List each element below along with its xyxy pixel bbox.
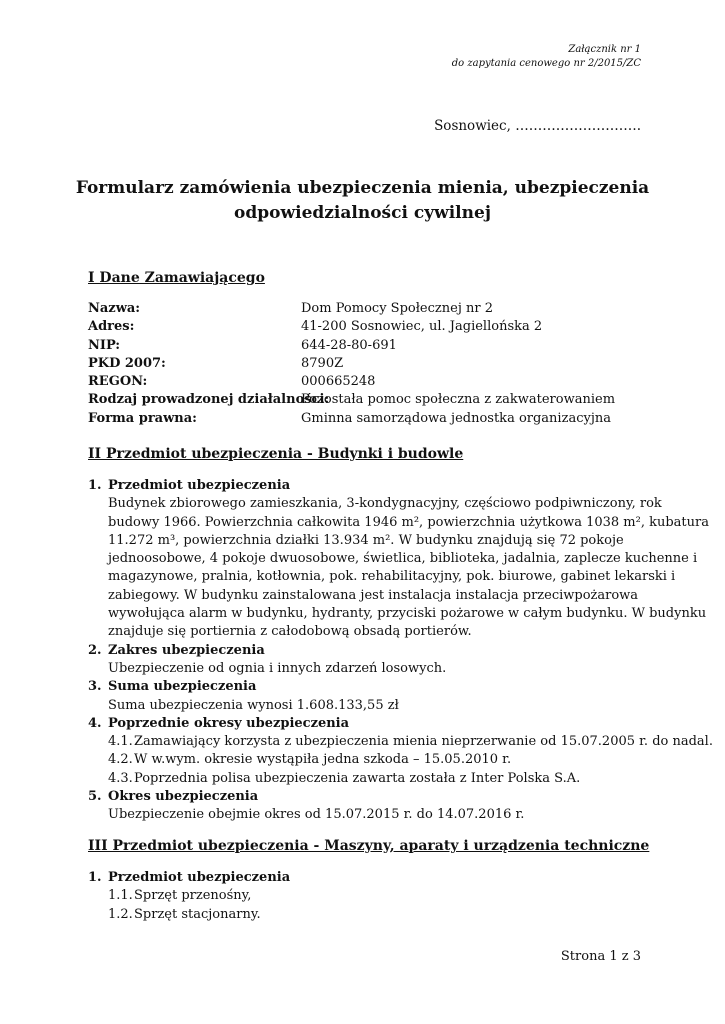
info-row: [88, 391, 648, 409]
list-item: [88, 678, 648, 715]
sub-item: [108, 906, 648, 924]
section2-heading: II Przedmiot ubezpieczenia - Budynki i budowle: [88, 446, 464, 462]
document-title: [0, 176, 725, 226]
sub-item-number: 1.1.: [108, 888, 133, 904]
info-value: Dom Pomocy Społecznej nr 2: [301, 301, 493, 316]
info-label: REGON:: [88, 374, 148, 390]
item-number: 5.: [88, 789, 102, 805]
section1-heading: I Dane Zamawiającego: [88, 270, 265, 286]
info-value: Pozostała pomoc społeczna z zakwaterowaniem: [301, 392, 616, 408]
info-label: Adres:: [88, 319, 135, 335]
list-item: [88, 715, 713, 788]
info-value: 8790Z: [301, 355, 344, 371]
list-item: [88, 869, 648, 924]
item-heading: Przedmiot ubezpieczenia: [108, 478, 291, 493]
item-number: 4.: [88, 715, 102, 731]
item-text-line: znajduje się portiernia z całodobową obsadą portierów.: [108, 624, 472, 640]
annex-line2: do zapytania cenowego nr 2/2015/ZC: [451, 58, 641, 69]
info-value: 644-28-80-691: [301, 337, 397, 353]
item-number: 1.: [88, 478, 102, 493]
item-number: 1.: [88, 870, 102, 885]
sub-item-text: Zamawiający korzysta z ubezpieczenia mienia nieprzerwanie od 15.07.2005 r. do nadal.: [134, 734, 713, 750]
info-value: 000665248: [301, 374, 376, 390]
list-item: [88, 477, 709, 642]
sub-item: [108, 887, 648, 905]
info-row: [88, 373, 648, 391]
info-row: [88, 300, 648, 318]
item-text-line: magazynowe, pralnia, kotłownia, pok. rehabilitacyjny, pok. biurowe, gabinet lekarski i: [108, 569, 676, 585]
item-heading: Poprzednie okresy ubezpieczenia: [108, 715, 350, 731]
item-text-line: 11.272 m³, powierzchnia działki 13.934 m². W budynku znajdują się 72 pokoje: [108, 532, 624, 548]
page-number: Strona 1 z 3: [560, 949, 641, 964]
sub-item-text: W w.wym. okresie wystąpiła jedna szkoda – 15.05.2010 r.: [134, 752, 512, 768]
sub-item-text: Poprzednia polisa ubezpieczenia zawarta została z Inter Polska S.A.: [134, 770, 581, 786]
item-heading: Suma ubezpieczenia: [108, 679, 257, 695]
item-text-line: jednoosobowe, 4 pokoje dwuosobowe, świetlica, biblioteka, jadalnia, zaplecze kuchenne i: [108, 551, 698, 567]
sub-item-number: 4.3.: [108, 770, 133, 786]
section3-list: [88, 869, 648, 924]
info-label: PKD 2007:: [88, 355, 166, 371]
item-text-line: zabiegowy. W budynku zainstalowana jest instalacja instalacja przeciwpożarowa: [108, 587, 639, 603]
info-row: [88, 355, 648, 373]
info-row: [88, 318, 648, 336]
sub-item: [108, 733, 713, 751]
item-text-line: wywołująca alarm w budynku, hydranty, przyciski pożarowe w całym budynku. W budynku: [108, 606, 707, 622]
title-line2: odpowiedzialności cywilnej: [234, 203, 491, 223]
section3-heading: III Przedmiot ubezpieczenia - Maszyny, aparaty i urządzenia techniczne: [88, 838, 650, 854]
info-label: NIP:: [88, 337, 121, 353]
sub-item-number: 1.2.: [108, 906, 133, 922]
sub-item-number: 4.2.: [108, 752, 133, 768]
info-value: 41-200 Sosnowiec, ul. Jagiellońska 2: [301, 319, 543, 335]
list-item: [88, 788, 648, 825]
info-label: Rodzaj prowadzonej działalności:: [88, 392, 330, 408]
section2-list: [88, 477, 713, 825]
item-number: 2.: [88, 642, 102, 658]
info-row: [88, 337, 648, 355]
info-value: Gminna samorządowa jednostka organizacyjna: [301, 410, 611, 426]
place-date: Sosnowiec, ……………………….: [434, 118, 641, 134]
list-item: [88, 642, 648, 679]
item-heading: Okres ubezpieczenia: [108, 789, 259, 805]
sub-item-text: Sprzęt stacjonarny.: [134, 906, 261, 922]
item-text-line: Ubezpieczenie od ognia i innych zdarzeń losowych.: [108, 660, 447, 676]
sub-item: [108, 751, 648, 769]
sub-item-number: 4.1.: [108, 734, 133, 750]
item-heading: Przedmiot ubezpieczenia: [108, 870, 291, 885]
item-number: 3.: [88, 679, 102, 695]
orderer-info-table: [88, 300, 648, 428]
title-line1: Formularz zamówienia ubezpieczenia mienia, ubezpieczenia: [75, 178, 650, 198]
item-text-line: budowy 1966. Powierzchnia całkowita 1946 m², powierzchnia użytkowa 1038 m², kubatura: [108, 514, 709, 530]
annex-line1: Załącznik nr 1: [568, 44, 641, 55]
item-text-line: Budynek zbiorowego zamieszkania, 3-kondygnacyjny, częściowo podpiwniczony, rok: [108, 496, 662, 512]
sub-item: [108, 770, 648, 788]
info-label: Nazwa:: [88, 301, 141, 316]
item-heading: Zakres ubezpieczenia: [108, 642, 265, 658]
item-text-line: Ubezpieczenie obejmie okres od 15.07.2015 r. do 14.07.2016 r.: [108, 807, 525, 823]
sub-item-text: Sprzęt przenośny,: [134, 888, 252, 904]
annex-note: [452, 43, 641, 71]
info-label: Forma prawna:: [88, 410, 197, 426]
item-text-line: Suma ubezpieczenia wynosi 1.608.133,55 zł: [108, 697, 399, 713]
info-row: [88, 410, 648, 428]
